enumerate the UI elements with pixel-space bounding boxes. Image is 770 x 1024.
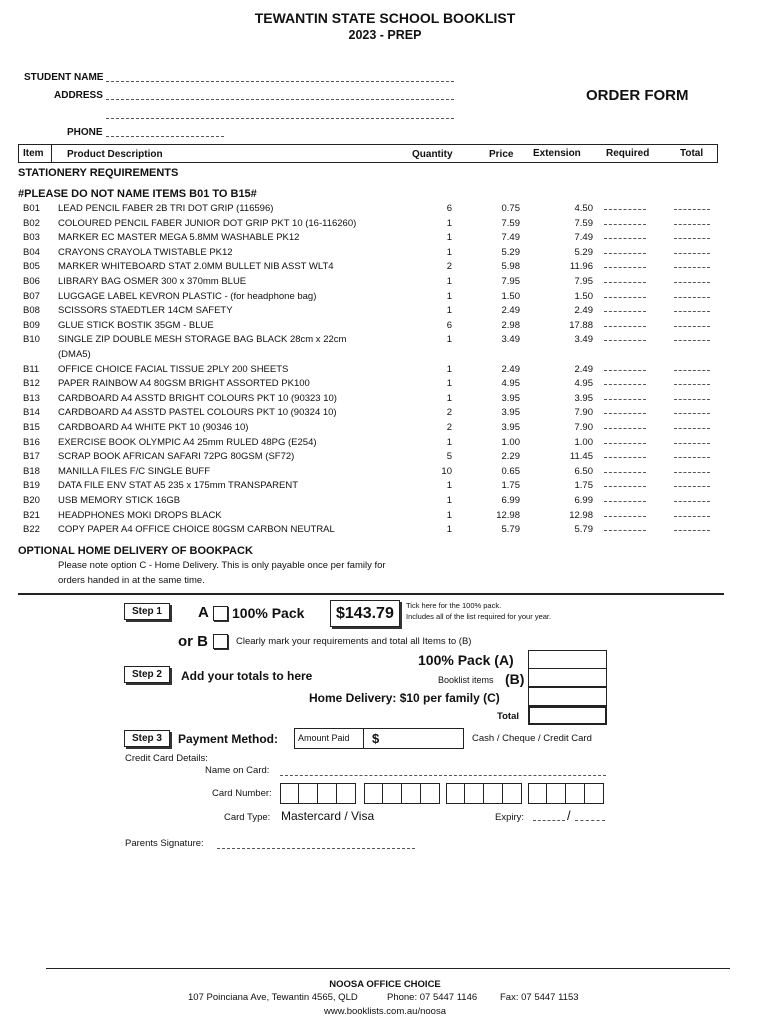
item-extension: 6.50 [574, 465, 593, 477]
col-price: Price [489, 149, 514, 160]
step3-badge: Step 3 [124, 730, 170, 747]
item-required-field[interactable] [604, 297, 646, 298]
item-code: B04 [23, 246, 40, 258]
item-price: 1.00 [501, 436, 520, 448]
item-extension: 5.29 [574, 246, 593, 258]
student-name-label: STUDENT NAME [24, 72, 104, 83]
item-quantity: 1 [446, 480, 452, 492]
item-extension: 7.59 [574, 217, 593, 229]
card-type-label: Card Type: [224, 812, 271, 823]
booklist-items-input[interactable] [528, 668, 607, 687]
item-required-field[interactable] [604, 486, 646, 487]
item-code: B15 [23, 422, 40, 433]
item-description: LEAD PENCIL FABER 2B TRI DOT GRIP (116596) [58, 203, 274, 214]
pack-label: 100% Pack [232, 605, 305, 621]
item-required-field[interactable] [604, 267, 646, 268]
delivery-heading: OPTIONAL HOME DELIVERY OF BOOKPACK [18, 545, 253, 557]
item-description: SCISSORS STAEDTLER 14CM SAFETY [58, 305, 233, 317]
tick-note-2: Includes all of the list required for your year. [406, 612, 552, 621]
item-extension: 4.50 [574, 203, 593, 214]
item-extension: 4.95 [574, 378, 593, 390]
table-row [18, 407, 718, 421]
item-code: B18 [23, 465, 40, 477]
item-description: SCRAP BOOK AFRICAN SAFARI 72PG 80GSM (SF72) [58, 451, 295, 463]
option-a-checkbox[interactable] [213, 606, 228, 621]
dollar-sign: $ [372, 731, 380, 746]
item-extension: 7.95 [574, 276, 593, 287]
card-number-digit[interactable] [528, 783, 547, 804]
item-description: MARKER WHITEBOARD STAT 2.0MM BULLET NIB ASST WLT4 [58, 261, 334, 273]
item-extension: 7.49 [574, 232, 593, 244]
card-number-digit[interactable] [383, 783, 402, 804]
item-price: 1.75 [501, 480, 520, 492]
item-required-field[interactable] [604, 472, 646, 473]
item-description: HEADPHONES MOKI DROPS BLACK [58, 509, 222, 521]
card-number-digit[interactable] [585, 783, 604, 804]
item-quantity: 6 [446, 319, 452, 331]
payment-method-label: Payment Method: [178, 732, 279, 746]
item-extension: 6.99 [574, 495, 593, 506]
expiry-year-field[interactable] [575, 820, 605, 821]
tick-note-1: Tick here for the 100% pack. [406, 601, 502, 610]
item-required-field[interactable] [604, 282, 646, 283]
item-required-field[interactable] [604, 253, 646, 254]
item-quantity: 2 [446, 261, 452, 273]
item-extension: 3.95 [574, 392, 593, 404]
item-description: DATA FILE ENV STAT A5 235 x 175mm TRANSPARENT [58, 480, 299, 492]
item-required-field[interactable] [604, 224, 646, 225]
table-row [18, 480, 718, 494]
col-item: Item [23, 148, 44, 159]
table-row [18, 276, 718, 290]
footer-website: www.booklists.com.au/noosa [324, 1006, 446, 1017]
card-number-label: Card Number: [212, 788, 272, 799]
item-description: SINGLE ZIP DOUBLE MESH STORAGE BAG BLACK 28cm x 22cm [58, 334, 347, 346]
card-number-digit[interactable] [547, 783, 566, 804]
item-code: B02 [23, 217, 40, 229]
item-code: B14 [23, 407, 40, 419]
item-description: CARDBOARD A4 ASSTD BRIGHT COLOURS PKT 10 (90323 10) [58, 392, 337, 404]
option-b-label: or B [178, 633, 208, 650]
page-subtitle: 2023 - PREP [348, 28, 422, 42]
table-row [18, 247, 718, 261]
item-price: 12.98 [496, 509, 520, 521]
item-required-field[interactable] [604, 530, 646, 531]
item-price: 5.79 [501, 524, 520, 536]
item-code: B20 [23, 495, 40, 506]
item-code: B10 [23, 334, 40, 346]
b-letter: (B) [505, 671, 525, 687]
item-total-field[interactable] [674, 238, 710, 239]
col-quantity: Quantity [412, 149, 453, 160]
item-price: 2.49 [501, 363, 520, 375]
item-description-cont: (DMA5) [58, 349, 91, 360]
item-total-field[interactable] [674, 297, 710, 298]
item-extension: 17.88 [569, 319, 593, 331]
item-extension: 2.49 [574, 305, 593, 317]
option-b-checkbox[interactable] [213, 634, 228, 649]
col-required: Required [606, 148, 650, 159]
item-total-field[interactable] [674, 224, 710, 225]
pack-a-label: 100% Pack (A) [418, 652, 514, 668]
item-quantity: 10 [441, 465, 452, 477]
item-quantity: 1 [446, 232, 452, 244]
item-quantity: 1 [446, 378, 452, 390]
item-code: B08 [23, 305, 40, 317]
col-total: Total [680, 148, 704, 159]
booklist-items-label: Booklist items [438, 675, 494, 685]
item-quantity: 1 [446, 524, 452, 536]
item-required-field[interactable] [604, 384, 646, 385]
table-row [18, 451, 718, 465]
item-description: COPY PAPER A4 OFFICE CHOICE 80GSM CARBON NEUTRAL [58, 524, 335, 536]
item-quantity: 1 [446, 495, 452, 506]
item-price: 2.98 [501, 319, 520, 331]
item-code: B21 [23, 509, 40, 521]
item-total-field[interactable] [674, 399, 710, 400]
item-description: PAPER RAINBOW A4 80GSM BRIGHT ASSORTED PK100 [58, 378, 310, 390]
option-b-text: Clearly mark your requirements and total all Items to (B) [236, 636, 472, 647]
item-price: 3.95 [501, 392, 520, 404]
item-extension: 2.49 [574, 363, 593, 375]
footer-company: NOOSA OFFICE CHOICE [329, 979, 441, 990]
item-required-field[interactable] [604, 443, 646, 444]
item-code: B19 [23, 480, 40, 492]
amount-paid-box [294, 728, 364, 749]
step1-badge: Step 1 [124, 603, 170, 620]
option-a-label: A [198, 604, 209, 621]
phone-label: PHONE [67, 127, 103, 138]
name-on-card-label: Name on Card: [205, 765, 270, 776]
item-description: LUGGAGE LABEL KEVRON PLASTIC - (for headphone bag) [58, 290, 317, 302]
item-price: 3.95 [501, 422, 520, 433]
table-row [18, 422, 718, 436]
card-number-digit[interactable] [337, 783, 356, 804]
card-number-digit[interactable] [299, 783, 318, 804]
item-quantity: 1 [446, 436, 452, 448]
item-required-field[interactable] [604, 311, 646, 312]
card-number-digit[interactable] [402, 783, 421, 804]
divider [18, 593, 724, 595]
item-code: B22 [23, 524, 40, 536]
note-no-name: #PLEASE DO NOT NAME ITEMS B01 TO B15# [18, 188, 257, 200]
item-required-field[interactable] [604, 340, 646, 341]
item-total-field[interactable] [674, 428, 710, 429]
item-description: CARDBOARD A4 WHITE PKT 10 (90346 10) [58, 422, 249, 433]
footer-fax: Fax: 07 5447 1153 [500, 992, 579, 1003]
item-price: 0.65 [501, 465, 520, 477]
item-price: 5.98 [501, 261, 520, 273]
item-description: LIBRARY BAG OSMER 300 x 370mm BLUE [58, 276, 247, 287]
pack-a-input[interactable] [528, 650, 607, 669]
table-row [18, 364, 718, 378]
item-required-field[interactable] [604, 457, 646, 458]
item-description: USB MEMORY STICK 16GB [58, 495, 181, 506]
item-extension: 1.75 [574, 480, 593, 492]
home-delivery-input[interactable] [528, 687, 607, 706]
amount-paid-label: Amount Paid [298, 733, 350, 743]
item-price: 2.29 [501, 451, 520, 463]
item-code: B09 [23, 319, 40, 331]
item-price: 7.49 [501, 232, 520, 244]
table-row [18, 524, 718, 538]
expiry-label: Expiry: [495, 812, 525, 823]
footer-phone: Phone: 07 5447 1146 [387, 992, 478, 1003]
table-row-continuation [18, 349, 718, 363]
card-number-digit[interactable] [318, 783, 337, 804]
total-label: Total [497, 711, 519, 722]
footer-address: 107 Poinciana Ave, Tewantin 4565, QLD [188, 992, 358, 1003]
card-number-digit[interactable] [484, 783, 503, 804]
student-name-field[interactable] [106, 81, 454, 82]
item-quantity: 2 [446, 422, 452, 433]
item-total-field[interactable] [674, 530, 710, 531]
item-description: EXERCISE BOOK OLYMPIC A4 25mm RULED 48PG (E254) [58, 436, 317, 448]
item-total-field[interactable] [674, 326, 710, 327]
home-delivery-label: Home Delivery: $10 per family (C) [309, 691, 500, 705]
item-price: 3.95 [501, 407, 520, 419]
item-quantity: 1 [446, 246, 452, 258]
item-total-field[interactable] [674, 516, 710, 517]
item-description: MARKER EC MASTER MEGA 5.8MM WASHABLE PK12 [58, 232, 300, 244]
item-price: 1.50 [501, 290, 520, 302]
step2-badge: Step 2 [124, 666, 170, 683]
item-required-field[interactable] [604, 516, 646, 517]
item-price: 0.75 [501, 203, 520, 214]
address-field-line2[interactable] [106, 118, 454, 119]
order-form-heading: ORDER FORM [586, 87, 689, 104]
item-code: B06 [23, 276, 40, 287]
item-quantity: 6 [446, 203, 452, 214]
item-price: 6.99 [501, 495, 520, 506]
item-extension: 7.90 [574, 407, 593, 419]
item-extension: 5.79 [574, 524, 593, 536]
table-row [18, 320, 718, 334]
item-code: B03 [23, 232, 40, 244]
item-extension: 1.50 [574, 290, 593, 302]
step2-text: Add your totals to here [181, 669, 313, 683]
table-row [18, 393, 718, 407]
signature-field[interactable] [217, 848, 415, 849]
card-number-digit[interactable] [446, 783, 465, 804]
col-description: Product Description [67, 149, 163, 160]
item-description: MANILLA FILES F/C SINGLE BUFF [58, 465, 211, 477]
item-code: B12 [23, 378, 40, 390]
item-description: GLUE STICK BOSTIK 35GM - BLUE [58, 319, 214, 331]
item-quantity: 2 [446, 407, 452, 419]
page-title: TEWANTIN STATE SCHOOL BOOKLIST [254, 10, 516, 26]
signature-label: Parents Signature: [125, 838, 204, 849]
item-code: B11 [23, 363, 40, 375]
card-number-digit[interactable] [566, 783, 585, 804]
item-quantity: 1 [446, 509, 452, 521]
pack-price-box [330, 600, 400, 627]
card-number-digit[interactable] [421, 783, 440, 804]
item-extension: 12.98 [569, 509, 593, 521]
item-price: 3.49 [501, 334, 520, 346]
expiry-separator: / [567, 808, 571, 823]
item-price: 2.49 [501, 305, 520, 317]
item-price: 4.95 [501, 378, 520, 390]
item-required-field[interactable] [604, 428, 646, 429]
total-input[interactable] [528, 706, 607, 725]
item-quantity: 1 [446, 217, 452, 229]
item-code: B05 [23, 261, 40, 273]
item-quantity: 5 [446, 451, 452, 463]
table-row [18, 334, 718, 348]
item-total-field[interactable] [674, 267, 710, 268]
item-quantity: 1 [446, 305, 452, 317]
item-price: 5.29 [501, 246, 520, 258]
table-row [18, 261, 718, 275]
item-required-field[interactable] [604, 413, 646, 414]
card-number-digit[interactable] [364, 783, 383, 804]
table-header [18, 144, 718, 163]
footer-divider [46, 968, 730, 969]
item-description: CRAYONS CRAYOLA TWISTABLE PK12 [58, 246, 233, 258]
item-total-field[interactable] [674, 282, 710, 283]
address-field-line1[interactable] [106, 99, 454, 100]
item-total-field[interactable] [674, 443, 710, 444]
item-code: B01 [23, 203, 40, 214]
item-total-field[interactable] [674, 457, 710, 458]
name-on-card-field[interactable] [280, 775, 606, 776]
item-code: B16 [23, 436, 40, 448]
payment-options: Cash / Cheque / Credit Card [472, 733, 592, 744]
item-description: OFFICE CHOICE FACIAL TISSUE 2PLY 200 SHEETS [58, 363, 289, 375]
item-required-field[interactable] [604, 501, 646, 502]
address-label: ADDRESS [54, 90, 103, 101]
item-total-field[interactable] [674, 253, 710, 254]
table-row [18, 437, 718, 451]
item-total-field[interactable] [674, 340, 710, 341]
delivery-note-2: orders handed in at the same time. [58, 575, 205, 586]
item-extension: 11.45 [569, 451, 593, 463]
item-total-field[interactable] [674, 311, 710, 312]
table-row [18, 232, 718, 246]
amount-paid-input[interactable] [363, 728, 464, 749]
card-number-digit[interactable] [280, 783, 299, 804]
col-extension: Extension [533, 148, 581, 159]
item-required-field[interactable] [604, 370, 646, 371]
item-total-field[interactable] [674, 501, 710, 502]
item-extension: 1.00 [574, 436, 593, 448]
item-total-field[interactable] [674, 384, 710, 385]
item-required-field[interactable] [604, 399, 646, 400]
table-row [18, 305, 718, 319]
item-total-field[interactable] [674, 472, 710, 473]
delivery-note-1: Please note option C - Home Delivery. This is only payable once per family for [58, 560, 386, 571]
table-row [18, 291, 718, 305]
section-stationery: STATIONERY REQUIREMENTS [18, 167, 179, 179]
card-type-value: Mastercard / Visa [281, 809, 375, 823]
table-row [18, 378, 718, 392]
item-quantity: 1 [446, 290, 452, 302]
table-row [18, 466, 718, 480]
item-required-field[interactable] [604, 326, 646, 327]
item-quantity: 1 [446, 334, 452, 346]
item-code: B13 [23, 392, 40, 404]
item-extension: 3.49 [574, 334, 593, 346]
item-code: B07 [23, 290, 40, 302]
header-divider [51, 145, 52, 162]
item-total-field[interactable] [674, 209, 710, 210]
table-row [18, 510, 718, 524]
item-required-field[interactable] [604, 238, 646, 239]
card-number-digit[interactable] [503, 783, 522, 804]
table-row [18, 203, 718, 217]
pack-price: $143.79 [336, 605, 394, 622]
item-quantity: 1 [446, 276, 452, 287]
item-total-field[interactable] [674, 486, 710, 487]
item-quantity: 1 [446, 392, 452, 404]
item-total-field[interactable] [674, 370, 710, 371]
item-extension: 11.96 [569, 261, 593, 273]
card-number-digit[interactable] [465, 783, 484, 804]
item-quantity: 1 [446, 363, 452, 375]
item-description: COLOURED PENCIL FABER JUNIOR DOT GRIP PKT 10 (16-116260) [58, 217, 357, 229]
item-description: CARDBOARD A4 ASSTD PASTEL COLOURS PKT 10 (90324 10) [58, 407, 337, 419]
credit-card-details-label: Credit Card Details: [125, 753, 208, 764]
item-required-field[interactable] [604, 209, 646, 210]
item-total-field[interactable] [674, 413, 710, 414]
item-price: 7.59 [501, 217, 520, 229]
expiry-month-field[interactable] [533, 820, 565, 821]
item-extension: 7.90 [574, 422, 593, 433]
item-price: 7.95 [501, 276, 520, 287]
item-code: B17 [23, 451, 40, 463]
phone-field[interactable] [106, 136, 224, 137]
table-row [18, 218, 718, 232]
table-row [18, 495, 718, 509]
